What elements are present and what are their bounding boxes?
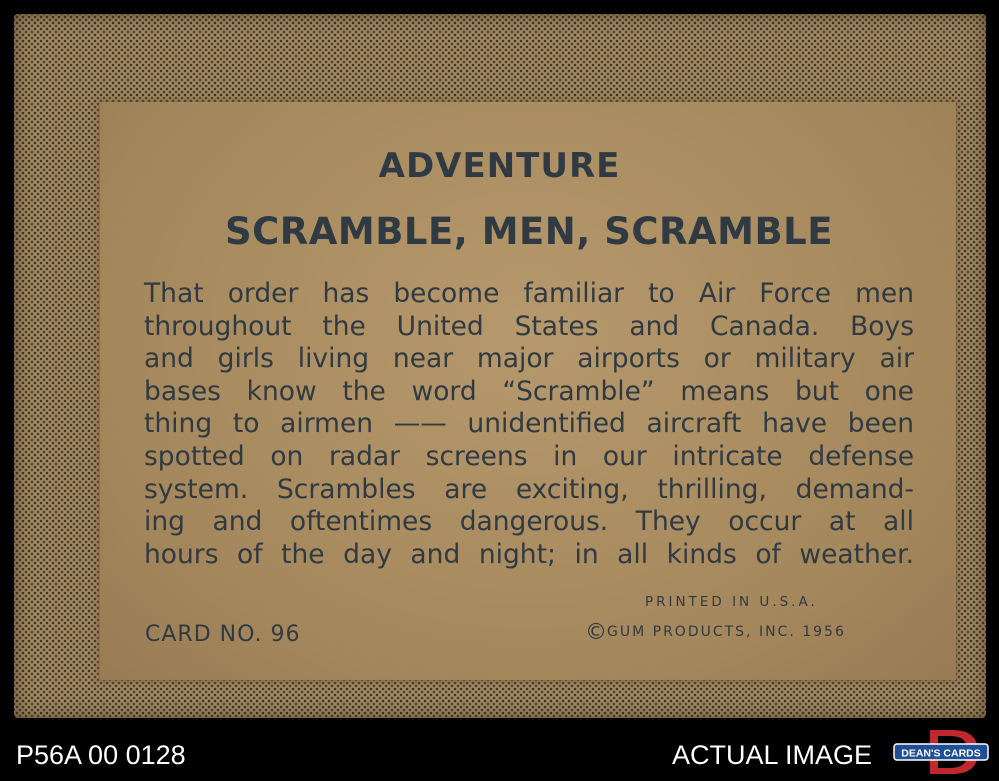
body-line: bases know the word “Scramble” means but one — [144, 375, 914, 407]
card-section-title: ADVENTURE — [378, 146, 621, 186]
body-line: and girls living near major airports or military air — [144, 343, 914, 375]
actual-image-label: ACTUAL IMAGE — [672, 740, 873, 770]
deans-cards-logo-icon — [892, 728, 990, 776]
card-body-text — [144, 278, 914, 571]
body-line: That order has become familiar to Air Force men — [144, 278, 914, 309]
body-line: hours of the day and night; in all kinds of weather. — [144, 538, 914, 570]
body-line: spotted on radar screens in our intricate defense — [144, 440, 914, 472]
card-number: CARD NO. 96 — [145, 622, 301, 647]
copyright-icon: © — [585, 620, 607, 645]
copyright-text: GUM PRODUCTS, INC. 1956 — [607, 624, 846, 640]
item-id: P56A 00 0128 — [16, 740, 186, 770]
logo-text: DEAN'S CARDS — [901, 747, 981, 760]
body-line: system. Scrambles are exciting, thrilling, demand- — [144, 473, 914, 505]
body-line: throughout the United States and Canada. Boys — [144, 310, 914, 342]
copyright-line — [585, 620, 846, 645]
body-line: ing and oftentimes dangerous. They occur at all — [144, 506, 914, 538]
card-title: SCRAMBLE, MEN, SCRAMBLE — [224, 210, 834, 253]
printed-in-usa: PRINTED IN U.S.A. — [645, 594, 818, 610]
body-line: thing to airmen —— unidentified aircraft have been — [144, 408, 914, 440]
